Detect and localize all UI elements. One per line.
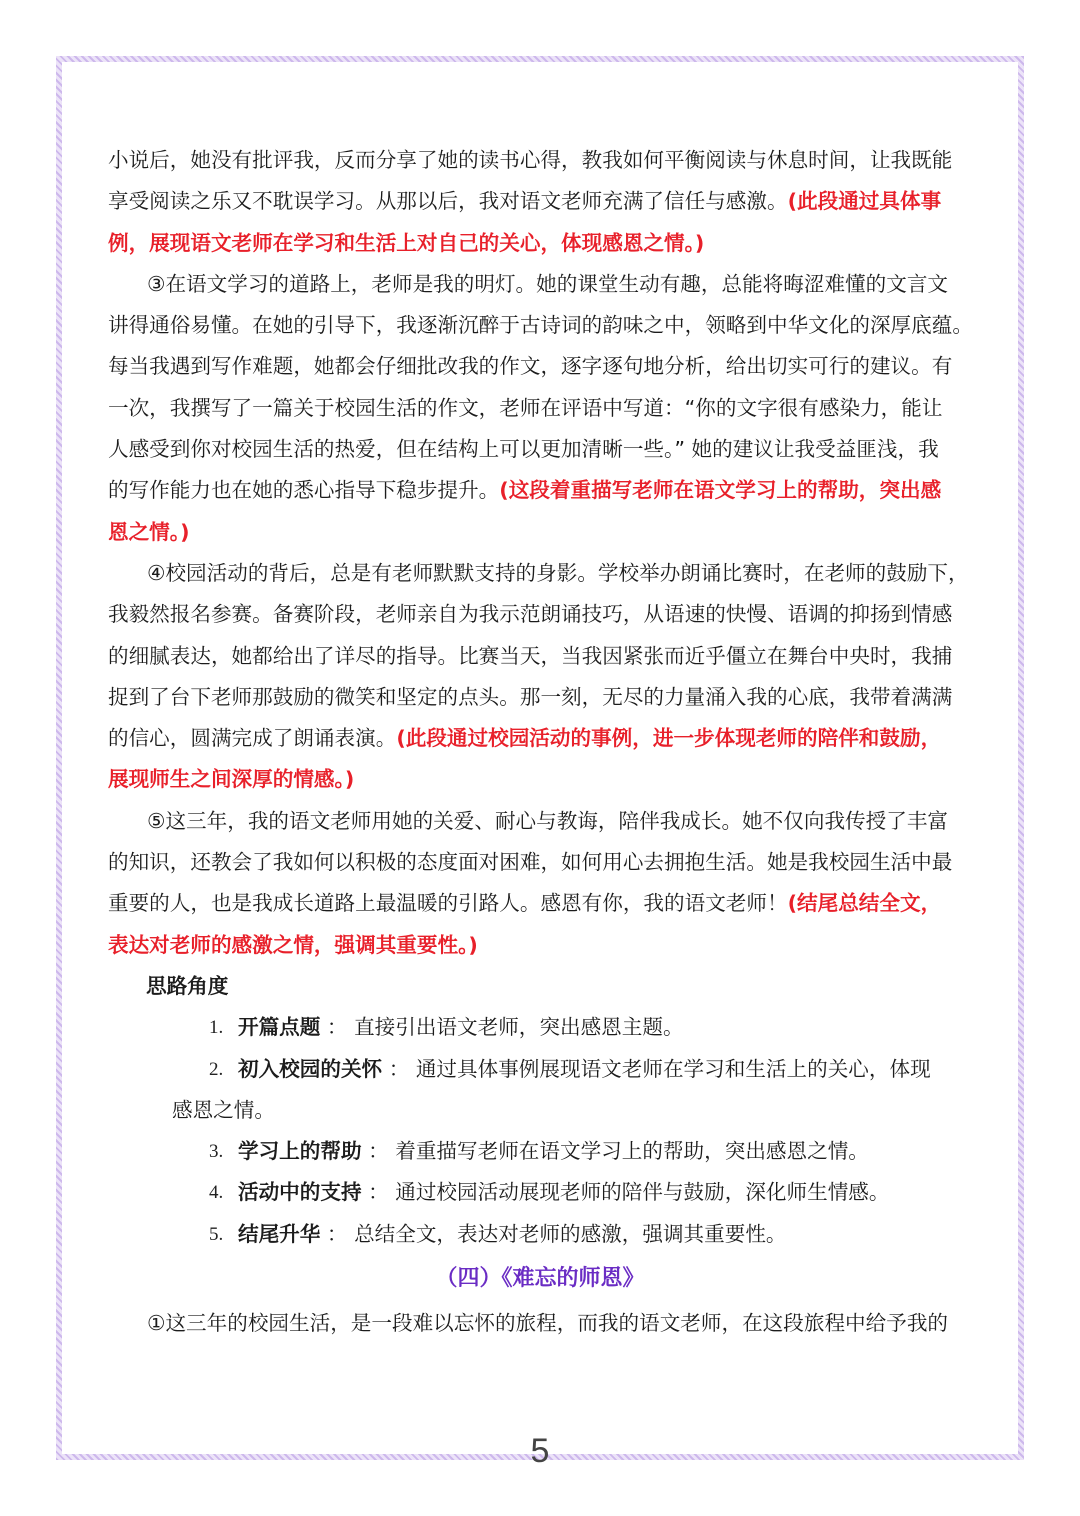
text-line: 一次，我撰写了一篇关于校园生活的作文，老师在评语中写道：“你的文字很有感染力，能让	[108, 395, 943, 420]
list-description: 直接引出语文老师，突出感恩主题。	[354, 1015, 684, 1040]
paragraph-5	[108, 801, 972, 966]
list-number: 2.	[209, 1058, 224, 1080]
text-line: 讲得通俗易懂。在她的引导下，我逐渐沉醉于古诗词的韵味之中，领略到中华文化的深厚底蕴。	[108, 313, 973, 338]
paragraph-continued	[108, 140, 972, 264]
list-item-content	[238, 1007, 684, 1048]
list-item	[108, 1007, 972, 1048]
list-description: 总结全文，表达对老师的感激，强调其重要性。	[354, 1221, 787, 1246]
text-line	[108, 718, 972, 759]
list-item-content	[238, 1049, 931, 1090]
list-item	[108, 1131, 972, 1172]
list-item	[108, 1214, 972, 1255]
list-item-continuation: 感恩之情。	[172, 1097, 275, 1122]
annotation-note: (结尾总结全文，	[787, 891, 942, 916]
annotation-note: 展现师生之间深厚的情感。)	[108, 767, 355, 792]
list-number: 4.	[209, 1182, 224, 1204]
list-separator: ：	[382, 1056, 416, 1081]
list-item-content	[238, 1131, 869, 1172]
annotation-note: (此段通过校园活动的事例，进一步体现老师的陪伴和鼓励，	[396, 726, 942, 751]
list-separator: ：	[320, 1015, 355, 1040]
text-line	[108, 883, 972, 924]
list-item	[108, 1049, 972, 1090]
outline-heading: 思路角度	[146, 973, 229, 998]
list-term: 结尾升华	[238, 1221, 321, 1246]
text-line: 我毅然报名参赛。备赛阶段，老师亲自为我示范朗诵技巧，从语速的快慢、语调的抑扬到情感	[108, 602, 953, 627]
text-line: 捉到了台下老师那鼓励的微笑和坚定的点头。那一刻，无尽的力量涌入我的心底，我带着满满	[108, 684, 953, 709]
annotation-note: 恩之情。)	[108, 519, 190, 544]
section-title: （四）《难忘的师恩》	[435, 1266, 645, 1292]
text-line: 小说后，她没有批评我，反而分享了她的读书心得，教我如何平衡阅读与休息时间，让我既能	[108, 148, 953, 172]
paragraph-4	[108, 553, 972, 801]
text-line: ⑤这三年，我的语文老师用她的关爱、耐心与教诲，陪伴我成长。她不仅向我传授了丰富	[147, 808, 949, 833]
list-description: 着重描写老师在语文学习上的帮助，突出感恩之情。	[395, 1139, 869, 1164]
list-item	[108, 1172, 972, 1213]
annotation-note: (此段通过具体事	[787, 189, 942, 214]
page-content	[108, 140, 972, 1344]
text-line: ④校园活动的背后，总是有老师默默支持的身影。学校举办朗诵比赛时，在老师的鼓励下，	[147, 560, 969, 585]
paragraph-3	[108, 264, 972, 553]
annotation-note: 表达对老师的感激之情，强调其重要性。)	[108, 932, 478, 957]
text-line: 的细腻表达，她都给出了详尽的指导。比赛当天，当我因紧张而近乎僵立在舞台中央时，我捕	[108, 643, 953, 668]
list-description: 通过校园活动展现老师的陪伴与鼓励，深化师生情感。	[395, 1180, 890, 1205]
list-item-content	[238, 1214, 787, 1255]
list-term: 开篇点题	[238, 1015, 321, 1040]
annotation-note: (这段着重描写老师在语文学习上的帮助，突出感	[499, 478, 942, 503]
list-number: 3.	[209, 1141, 224, 1163]
page-number: 5	[530, 1432, 550, 1470]
list-term: 活动中的支持	[238, 1180, 362, 1205]
text-line	[108, 181, 972, 222]
text-line: ①这三年的校园生活，是一段难以忘怀的旅程，而我的语文老师，在这段旅程中给予我的	[147, 1311, 949, 1336]
list-item-content	[238, 1172, 890, 1213]
list-number: 1.	[209, 1017, 224, 1039]
text-line	[108, 470, 972, 511]
text-line: 每当我遇到写作难题，她都会仔细批改我的作文，逐字逐句地分析，给出切实可行的建议。有	[108, 354, 953, 379]
list-separator: ：	[320, 1221, 355, 1246]
text-span: 的写作能力也在她的悉心指导下稳步提升。	[108, 478, 500, 503]
list-description: 通过具体事例展现语文老师在学习和生活上的关心，体现	[415, 1056, 931, 1081]
list-number: 5.	[209, 1223, 224, 1245]
list-separator: ：	[361, 1180, 396, 1205]
text-span: 享受阅读之乐又不耽误学习。从那以后，我对语文老师充满了信任与感激。	[108, 189, 788, 214]
outline-section	[108, 966, 972, 1255]
text-line: 人感受到你对校园生活的热爱，但在结构上可以更加清晰一些。” 她的建议让我受益匪浅，我	[108, 437, 939, 462]
list-separator: ：	[361, 1139, 396, 1164]
annotation-note: 例，展现语文老师在学习和生活上对自己的关心，体现感恩之情。)	[108, 230, 705, 255]
list-term: 学习上的帮助	[238, 1139, 362, 1164]
list-term: 初入校园的关怀	[238, 1056, 383, 1081]
text-span: 的信心，圆满完成了朗诵表演。	[108, 726, 397, 751]
text-line: 的知识，还教会了我如何以积极的态度面对困难，如何用心去拥抱生活。她是我校园生活中最	[108, 850, 953, 875]
text-line: ③在语文学习的道路上，老师是我的明灯。她的课堂生动有趣，总能将晦涩难懂的文言文	[147, 271, 949, 296]
text-span: 重要的人，也是我成长道路上最温暖的引路人。感恩有你，我的语文老师！	[108, 891, 788, 916]
